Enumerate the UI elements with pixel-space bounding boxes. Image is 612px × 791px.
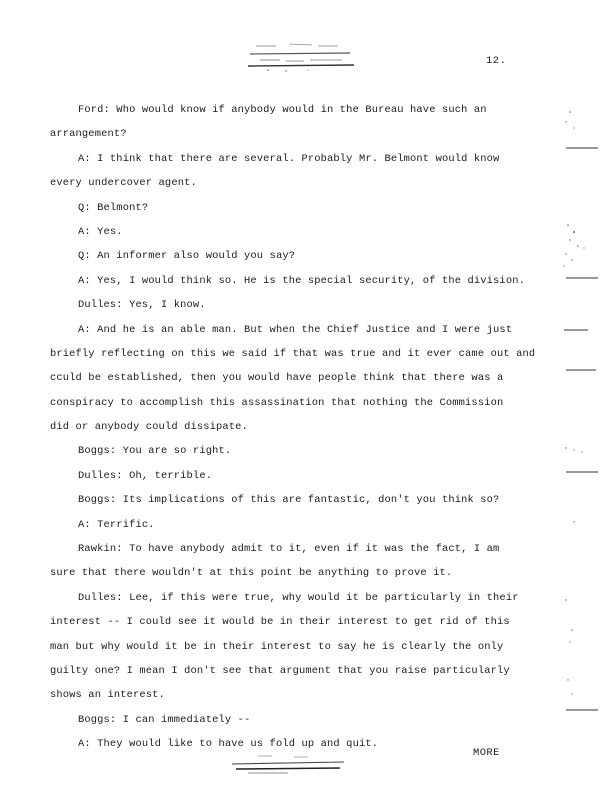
transcript-line: interest -- I could see it would be in their interest to get rid of this xyxy=(50,616,510,629)
transcript-line: arrangement? xyxy=(50,128,127,141)
transcript-line: man but why would it be in their interest to say he is clearly the only xyxy=(50,640,504,653)
footer-smudge-mark xyxy=(228,752,348,776)
transcript-line: every undercover agent. xyxy=(50,177,197,190)
transcript-line: guilty one? I mean I don't see that argument that you raise particularly xyxy=(50,664,510,677)
transcript-line: A: They would like to have us fold up and quit. xyxy=(78,738,379,751)
transcript-line: A: Yes, I would think so. He is the special security, of the division. xyxy=(78,274,525,287)
page-number: 12. xyxy=(486,55,507,67)
transcript-line: Dulles: Oh, terrible. xyxy=(78,469,213,482)
transcript-line: Rawkin: To have anybody admit to it, even if it was the fact, I am xyxy=(78,543,500,556)
transcript-line: briefly reflecting on this we said if that was true and it ever came out and xyxy=(50,347,536,360)
transcript-line: Boggs: Its implications of this are fantastic, don't you think so? xyxy=(78,494,500,507)
more-continuation-label: MORE xyxy=(473,747,500,759)
transcript-line: A: Terrific. xyxy=(78,518,155,531)
transcript-line: A: Yes. xyxy=(78,225,123,238)
transcript-line: Dulles: Yes, I know. xyxy=(78,299,206,312)
transcript-line: Q: An informer also would you say? xyxy=(78,250,296,263)
transcript-line: did or anybody could dissipate. xyxy=(50,421,248,434)
transcript-line: A: And he is an able man. But when the Chief Justice and I were just xyxy=(78,323,513,336)
transcript-line: Dulles: Lee, if this were true, why would it be particularly in their xyxy=(78,591,519,604)
transcript-line: Boggs: I can immediately -- xyxy=(78,713,251,726)
transcript-line: A: I think that there are several. Probably Mr. Belmont would know xyxy=(78,152,500,165)
transcript-line: Boggs: You are so right. xyxy=(78,445,232,458)
transcript-line: Q: Belmont? xyxy=(78,201,149,214)
header-smudge-mark xyxy=(246,38,356,74)
transcript-line: Ford: Who would know if anybody would in the Bureau have such an xyxy=(78,104,487,116)
margin-scan-marks xyxy=(560,90,600,740)
transcript-line: sure that there wouldn't at this point be anything to prove it. xyxy=(50,567,453,580)
transcript-line: cculd be established, then you would have people think that there was a xyxy=(50,372,504,385)
transcript-body xyxy=(50,98,536,757)
transcript-line: shows an interest. xyxy=(50,689,165,702)
transcript-line: conspiracy to accomplish this assassination that nothing the Commission xyxy=(50,396,504,409)
